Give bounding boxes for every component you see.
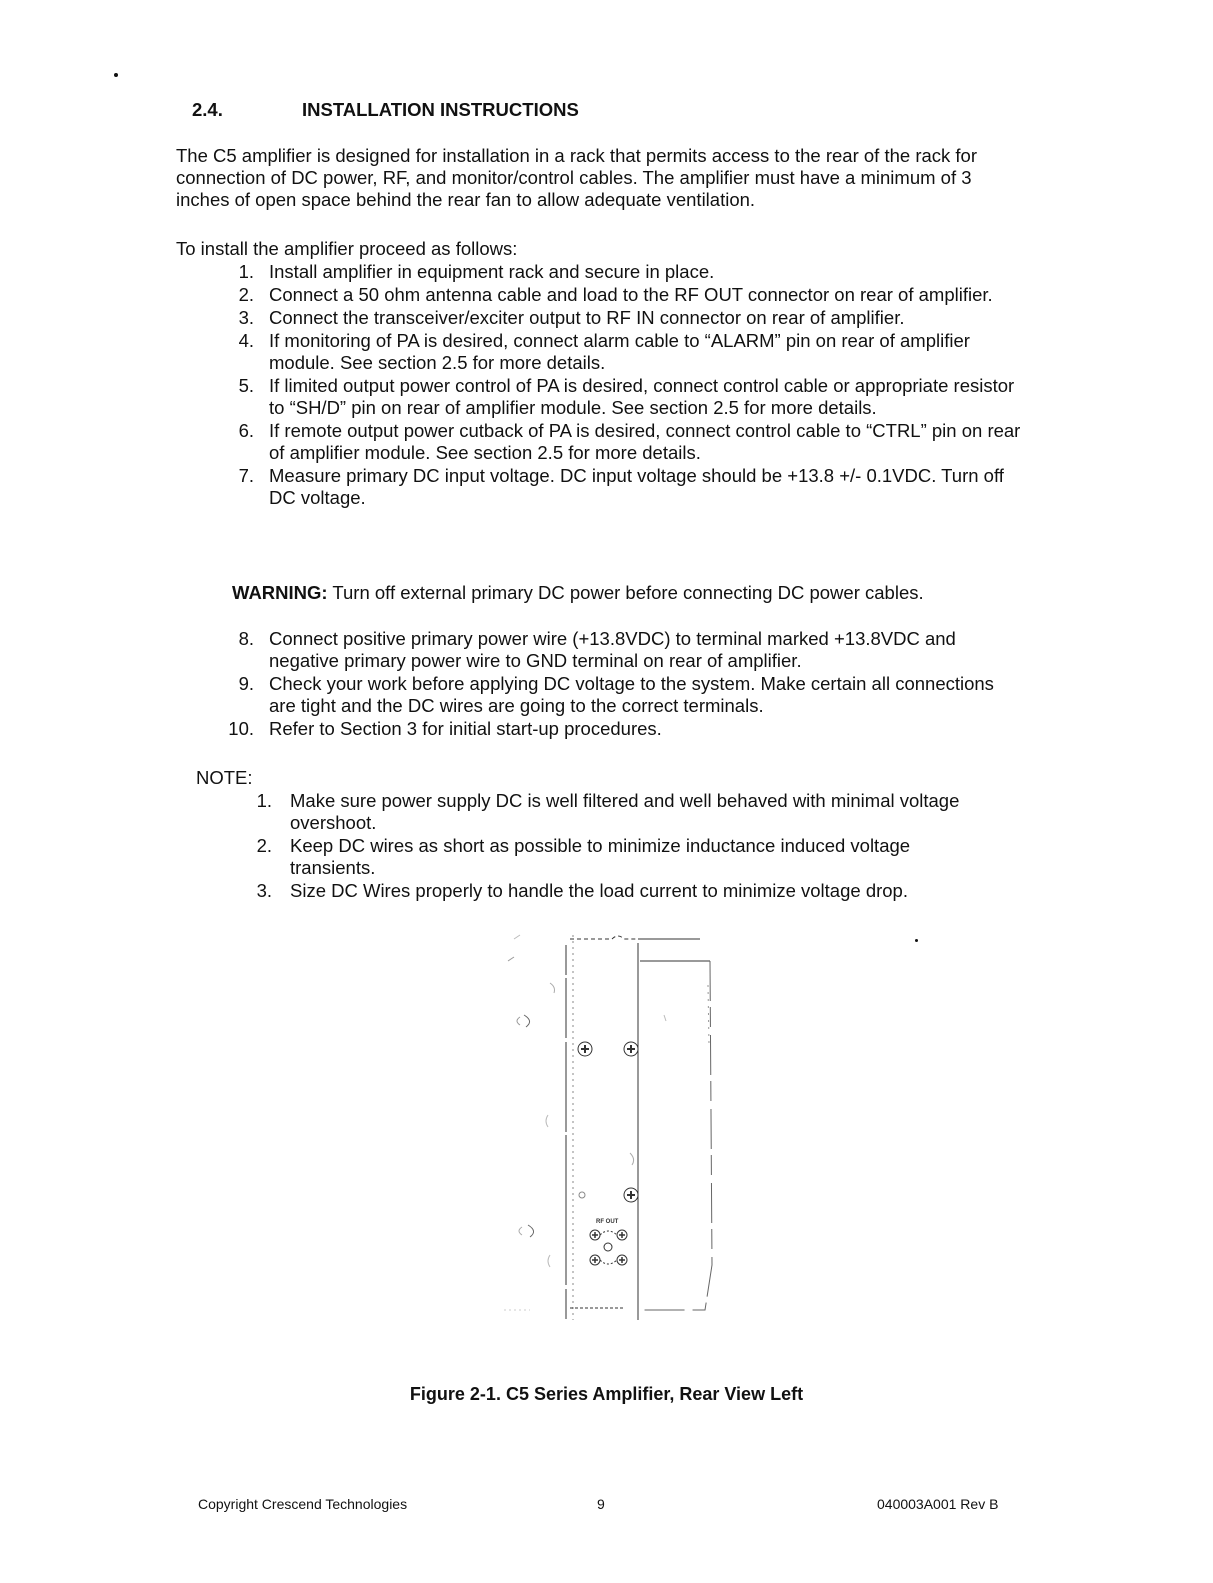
- item-number: 4.: [238, 330, 254, 351]
- list-item: [252, 790, 992, 834]
- item-number: 1.: [256, 790, 272, 811]
- item-text: Connect a 50 ohm antenna cable and load to the RF OUT connector on rear of amplifier.: [269, 284, 993, 305]
- footer-page-number: 9: [597, 1496, 605, 1512]
- item-text: Measure primary DC input voltage. DC input voltage should be +13.8 +/- 0.1VDC. Turn off DC voltage.: [269, 465, 1004, 508]
- list-item: [252, 880, 992, 902]
- steps-list-b: [228, 628, 1022, 741]
- item-text: If limited output power control of PA is desired, connect control cable or appropriate resistor to “SH/D” pin on rear of amplifier module. See section 2.5 for more details.: [269, 375, 1015, 418]
- item-number: 2.: [256, 835, 272, 856]
- item-text: Refer to Section 3 for initial start-up procedures.: [269, 718, 662, 739]
- amplifier-rear-view-figure: [500, 925, 730, 1325]
- list-item: [252, 835, 992, 879]
- intro-paragraph: The C5 amplifier is designed for installation in a rack that permits access to the rear of the rack for connection of DC power, RF, and monitor/control cables. The amplifier must have a minimum of 3 inches of open space behind the rear fan to allow adequate ventilation.: [176, 145, 978, 210]
- item-number: 5.: [238, 375, 254, 396]
- list-item: [232, 673, 1022, 717]
- warning-text: Turn off external primary DC power before connecting DC power cables.: [327, 582, 924, 603]
- list-item: [232, 420, 1022, 464]
- item-number: 9.: [238, 673, 254, 694]
- item-text: Connect positive primary power wire (+13.8VDC) to terminal marked +13.8VDC and negative primary power wire to GND terminal on rear of amplifier.: [269, 628, 956, 671]
- item-text: Size DC Wires properly to handle the load current to minimize voltage drop.: [290, 880, 908, 901]
- scan-dot: [114, 73, 118, 77]
- list-item: [232, 628, 1022, 672]
- list-item: [228, 718, 1022, 740]
- figure-caption: Figure 2-1. C5 Series Amplifier, Rear View Left: [409, 1384, 804, 1404]
- install-lead: To install the amplifier proceed as follows:: [176, 238, 518, 259]
- steps-list-a: [232, 261, 1022, 510]
- footer-document-id: 040003A001 Rev B: [877, 1496, 999, 1512]
- section-number: 2.4.: [192, 99, 223, 120]
- item-number: 10.: [228, 718, 254, 739]
- scan-dot: [915, 939, 918, 942]
- item-text: Keep DC wires as short as possible to minimize inductance induced voltage transients.: [290, 835, 911, 878]
- item-number: 2.: [238, 284, 254, 305]
- item-number: 3.: [238, 307, 254, 328]
- item-text: If remote output power cutback of PA is desired, connect control cable to “CTRL” pin on rear of amplifier module. See section 2.5 for more details.: [269, 420, 1021, 463]
- item-number: 8.: [238, 628, 254, 649]
- item-text: Install amplifier in equipment rack and secure in place.: [269, 261, 715, 282]
- item-number: 7.: [238, 465, 254, 486]
- item-text: Check your work before applying DC voltage to the system. Make certain all connections are tight and the DC wires are going to the correct terminals.: [269, 673, 994, 716]
- note-label: NOTE:: [196, 767, 253, 788]
- rf-out-label: RF OUT: [596, 1219, 619, 1225]
- note-list: [252, 790, 992, 903]
- list-item: [232, 375, 1022, 419]
- warning-line: [232, 582, 1032, 604]
- item-text: Make sure power supply DC is well filtered and well behaved with minimal voltage overshoot.: [290, 790, 960, 833]
- section-title: INSTALLATION INSTRUCTIONS: [302, 99, 579, 120]
- footer-copyright: Copyright Crescend Technologies: [198, 1496, 408, 1512]
- list-item: [232, 261, 1022, 283]
- list-item: [232, 307, 1022, 329]
- item-number: 1.: [238, 261, 254, 282]
- list-item: [232, 330, 1022, 374]
- item-number: 3.: [256, 880, 272, 901]
- item-number: 6.: [238, 420, 254, 441]
- item-text: Connect the transceiver/exciter output to RF IN connector on rear of amplifier.: [269, 307, 905, 328]
- warning-label: WARNING:: [232, 582, 328, 603]
- item-text: If monitoring of PA is desired, connect alarm cable to “ALARM” pin on rear of amplifier module. See section 2.5 for more details.: [269, 330, 970, 373]
- list-item: [232, 465, 1022, 509]
- list-item: [232, 284, 1022, 306]
